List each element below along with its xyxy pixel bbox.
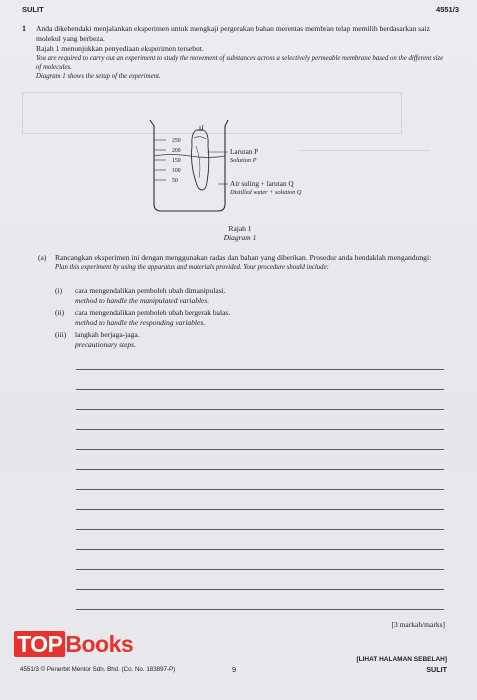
scale-100: 100 xyxy=(172,168,181,174)
label-solution-q-en: Distilled water + solution Q xyxy=(230,189,302,196)
header-right: 4551/3 xyxy=(436,5,459,14)
label-solution-p-en: Solution P xyxy=(230,157,257,164)
answer-line[interactable] xyxy=(76,529,444,530)
answer-line[interactable] xyxy=(76,469,444,470)
scale-200: 200 xyxy=(172,148,181,154)
item-i-ms: cara mengendalikan pemboleh ubah dimanipulasi. xyxy=(75,286,226,295)
intro-en: You are required to carry out an experiment to study the movement of substances across a selectively permeable membrane based on the different size of molecules. xyxy=(36,55,444,71)
question-intro xyxy=(36,24,446,81)
label-solution-p-ms: Larutan P xyxy=(230,148,259,156)
answer-line[interactable] xyxy=(76,429,444,430)
liquid-surface xyxy=(154,155,225,158)
intro-ms: Anda dikehendaki menjalankan eksperimen untuk mengkaji pergerakan bahan merentas membran telap memilih berdasarkan saiz molekul yang berbeza. xyxy=(36,24,430,43)
part-a-text-en: Plan this experiment by using the apparatus and materials provided. Your procedure should include: xyxy=(55,264,329,271)
answer-line[interactable] xyxy=(76,549,444,550)
item-ii-number: (ii) xyxy=(55,308,65,317)
diagram-ref-ms: Rajah 1 menunjukkan penyediaan eksperimen tersebut. xyxy=(36,44,204,53)
answer-line[interactable] xyxy=(76,449,444,450)
next-page-note: [LIHAT HALAMAN SEBELAH] xyxy=(356,656,447,663)
answer-line[interactable] xyxy=(76,409,444,410)
answer-line[interactable] xyxy=(76,389,444,390)
answer-line[interactable] xyxy=(76,369,444,370)
topbooks-logo xyxy=(14,631,133,658)
beaker-outline xyxy=(150,120,228,211)
footer-sulit: SULIT xyxy=(426,665,447,674)
item-iii-number: (iii) xyxy=(55,330,67,339)
part-a-instructions xyxy=(55,253,447,272)
answer-line[interactable] xyxy=(76,609,444,610)
part-a-text-ms: Rancangkan eksperimen ini dengan menggunakan radas dan bahan yang diberikan. Prosedur anda hendaklah mengandungi: xyxy=(55,253,432,262)
diagram-ref-en: Diagram 1 shows the setup of the experiment. xyxy=(36,73,161,80)
item-iii-ms: langkah berjaga-jaga. xyxy=(75,330,140,339)
item-ii-ms: cara mengendalikan pemboleh ubah bergerak balas. xyxy=(75,308,231,317)
answer-line[interactable] xyxy=(76,489,444,490)
header-left: SULIT xyxy=(22,5,44,14)
part-a-label: (a) xyxy=(38,253,47,262)
marks-allocation: [3 markah/marks] xyxy=(391,620,445,629)
item-i-number: (i) xyxy=(55,286,63,295)
page-number: 9 xyxy=(232,665,237,674)
item-i-en: method to handle the manipulated variables. xyxy=(75,296,210,305)
question-number: 1 xyxy=(22,24,26,33)
scale-50: 50 xyxy=(172,178,178,184)
logo-books: Books xyxy=(65,631,134,657)
publisher-note: 4551/3 © Penerbit Mentor Sdn. Bhd. (Co. No. 183897-P) xyxy=(20,666,176,673)
beaker-diagram xyxy=(120,112,350,217)
diagram-caption-ms: Rajah 1 xyxy=(228,224,252,233)
scale-150: 150 xyxy=(172,158,181,164)
scale-250: 250 xyxy=(172,138,181,144)
diagram-caption-en: Diagram 1 xyxy=(223,233,257,242)
label-solution-q-ms: Air suling + larutan Q xyxy=(230,180,294,188)
item-iii-en: precautionary steps. xyxy=(75,340,136,349)
visking-tube xyxy=(192,130,209,190)
logo-top: TOP xyxy=(14,631,65,657)
answer-line[interactable] xyxy=(76,509,444,510)
item-ii-en: method to handle the responding variables. xyxy=(75,318,206,327)
answer-line[interactable] xyxy=(76,589,444,590)
answer-line[interactable] xyxy=(76,569,444,570)
